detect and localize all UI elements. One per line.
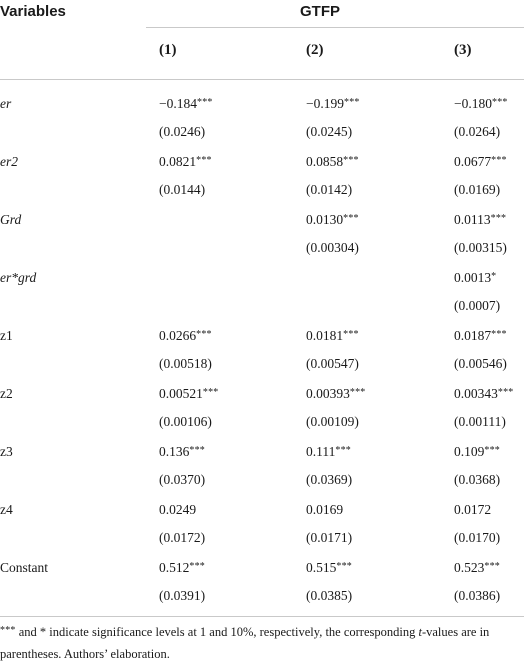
coefficient-value: −0.180 [454,96,492,111]
coefficient-value: 0.0172 [454,502,492,517]
footnote-stars: *** [0,625,16,636]
standard-error-cell: (0.0170) [454,530,501,545]
significance-stars: *** [497,387,514,398]
coefficient-cell [306,444,351,462]
variable-label: z1 [0,328,13,343]
coefficient-value: 0.0187 [454,328,492,343]
coefficient-cell [306,502,343,518]
significance-stars: *** [344,97,360,108]
standard-error-cell: (0.0245) [306,124,353,139]
coefficient-cell [306,154,359,172]
column-header: (3) [454,42,472,58]
standard-error-cell: (0.0142) [306,182,353,197]
coefficient-cell [454,328,507,346]
significance-stars: *** [491,329,507,340]
coefficient-cell [454,270,496,288]
coefficient-cell [306,386,365,404]
standard-error-cell: (0.00315) [454,240,507,255]
coefficient-cell [159,154,212,172]
coefficient-value: 0.0013 [454,270,492,285]
significance-stars: *** [336,561,352,572]
footnote-t: t [418,625,422,639]
standard-error-cell: (0.00109) [306,414,359,429]
coefficient-value: 0.512 [159,560,190,575]
coefficient-cell [159,560,205,578]
significance-stars: *** [335,445,351,456]
table-footnote [0,622,520,664]
coefficient-cell [454,560,500,578]
standard-error-cell: (0.0368) [454,472,501,487]
standard-error-cell: (0.00547) [306,356,359,371]
coefficient-value: 0.0249 [159,502,197,517]
group-rule [146,27,524,28]
standard-error-cell: (0.0172) [159,530,206,545]
significance-stars: *** [343,329,359,340]
variable-label: Constant [0,560,49,575]
significance-stars: * [491,271,497,282]
coefficient-value: 0.515 [306,560,337,575]
significance-stars: *** [197,97,213,108]
significance-stars: *** [343,213,359,224]
coefficient-cell [159,502,196,518]
standard-error-cell: (0.0391) [159,588,206,603]
standard-error-cell: (0.0007) [454,298,501,313]
column-header: (1) [159,42,177,58]
standard-error-cell: (0.00546) [454,356,507,371]
significance-stars: *** [196,155,212,166]
standard-error-cell: (0.0171) [306,530,353,545]
column-header: (2) [306,42,324,58]
variable-label: z3 [0,444,13,459]
footnote-text-end: -values are in parentheses. Authors’ elaboration. [0,625,490,661]
coefficient-cell [306,212,359,230]
significance-stars: *** [189,561,205,572]
coefficient-value: −0.199 [306,96,344,111]
coefficient-value: 0.523 [454,560,485,575]
standard-error-cell: (0.00106) [159,414,212,429]
coefficient-cell [454,154,507,172]
coefficient-value: 0.0169 [306,502,344,517]
standard-error-cell: (0.00304) [306,240,359,255]
standard-error-cell: (0.00518) [159,356,212,371]
significance-stars: *** [196,329,212,340]
coefficient-value: −0.184 [159,96,197,111]
coefficient-value: 0.0858 [306,154,344,169]
significance-stars: *** [343,155,359,166]
coefficient-value: 0.00393 [306,386,350,401]
coefficient-value: 0.0821 [159,154,197,169]
coefficient-cell [159,444,205,462]
coefficient-cell [159,328,212,346]
significance-stars: *** [491,155,507,166]
coefficient-cell [454,212,506,230]
coefficient-value: 0.00521 [159,386,203,401]
standard-error-cell: (0.0264) [454,124,501,139]
gtfp-group-header: GTFP [300,3,340,20]
coefficient-value: 0.111 [306,444,336,459]
standard-error-cell: (0.0370) [159,472,206,487]
significance-stars: *** [202,387,219,398]
coefficient-value: 0.0181 [306,328,344,343]
header-rule [0,79,524,80]
standard-error-cell: (0.0169) [454,182,501,197]
standard-error-cell: (0.0386) [454,588,501,603]
standard-error-cell: (0.0385) [306,588,353,603]
variable-label: er [0,96,12,111]
standard-error-cell: (0.00111) [454,414,506,429]
coefficient-cell [454,96,508,114]
coefficient-cell [306,96,360,114]
variable-label: z2 [0,386,13,401]
variables-header: Variables [0,3,66,20]
variable-label: Grd [0,212,22,227]
variable-label: er2 [0,154,18,169]
standard-error-cell: (0.0369) [306,472,353,487]
coefficient-value: 0.0130 [306,212,344,227]
coefficient-cell [159,386,218,404]
coefficient-cell [306,560,352,578]
coefficient-cell [454,444,500,462]
coefficient-cell [454,386,513,404]
coefficient-value: 0.136 [159,444,190,459]
significance-stars: *** [349,387,366,398]
bottom-rule [0,616,524,617]
significance-stars: *** [484,445,500,456]
footnote-text: and * indicate significance levels at 1 and 10%, respectively, the corresponding [15,625,419,639]
significance-stars: *** [492,97,508,108]
coefficient-cell [306,328,359,346]
coefficient-value: 0.0266 [159,328,197,343]
coefficient-value: 0.0113 [454,212,491,227]
variable-label: z4 [0,502,13,517]
variable-label: er*grd [0,270,37,285]
standard-error-cell: (0.0144) [159,182,206,197]
coefficient-value: 0.00343 [454,386,498,401]
significance-stars: *** [484,561,500,572]
significance-stars: *** [189,445,205,456]
coefficient-value: 0.0677 [454,154,492,169]
standard-error-cell: (0.0246) [159,124,206,139]
coefficient-value: 0.109 [454,444,485,459]
coefficient-cell [454,502,491,518]
coefficient-cell [159,96,213,114]
significance-stars: *** [490,213,507,224]
